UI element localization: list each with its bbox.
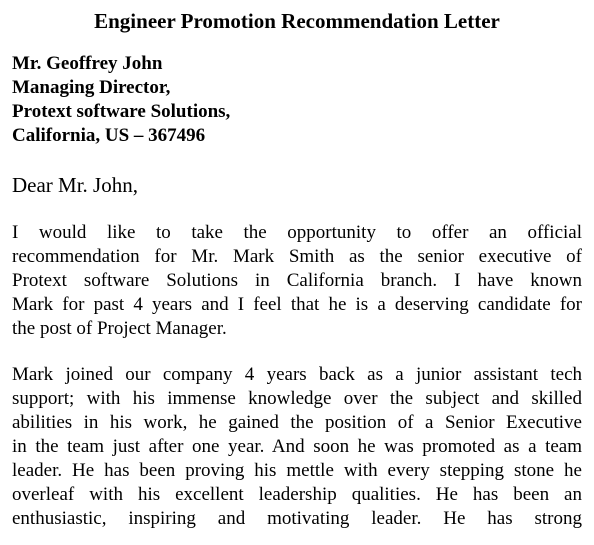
paragraph-recommendation xyxy=(12,221,582,341)
paragraph-line: Protext software Solutions in California branch. I have known xyxy=(12,270,582,291)
letter-title: Engineer Promotion Recommendation Letter xyxy=(94,9,500,33)
recipient-position: Managing Director, xyxy=(12,77,171,98)
recipient-company: Protext software Solutions, xyxy=(12,101,231,122)
paragraph-line: abilities in his work, he gained the position of a Senior Executive xyxy=(12,412,582,433)
paragraph-line: Mark for past 4 years and I feel that he is a deserving candidate for xyxy=(12,294,582,315)
paragraph-line: overleaf with his excellent leadership qualities. He has been an xyxy=(12,484,582,505)
paragraph-line: the post of Project Manager. xyxy=(12,318,227,339)
paragraph-line: support; with his immense knowledge over the subject and skilled xyxy=(12,388,582,409)
recipient-name: Mr. Geoffrey John xyxy=(12,53,163,74)
paragraph-line: I would like to take the opportunity to offer an official xyxy=(12,222,582,243)
paragraph-line: in the team just after one year. And soon he was promoted as a team xyxy=(12,436,582,457)
paragraph-line: recommendation for Mr. Mark Smith as the senior executive of xyxy=(12,246,582,267)
paragraph-line: enthusiastic, inspiring and motivating leader. He has strong xyxy=(12,508,582,529)
recipient-location: California, US – 367496 xyxy=(12,125,206,146)
paragraph-line: Mark joined our company 4 years back as a junior assistant tech xyxy=(12,364,582,385)
paragraph-career-history xyxy=(12,363,582,531)
paragraph-line: leader. He has been proving his mettle with every stepping stone he xyxy=(12,460,582,481)
recipient-address xyxy=(12,52,230,148)
salutation: Dear Mr. John, xyxy=(12,173,138,197)
